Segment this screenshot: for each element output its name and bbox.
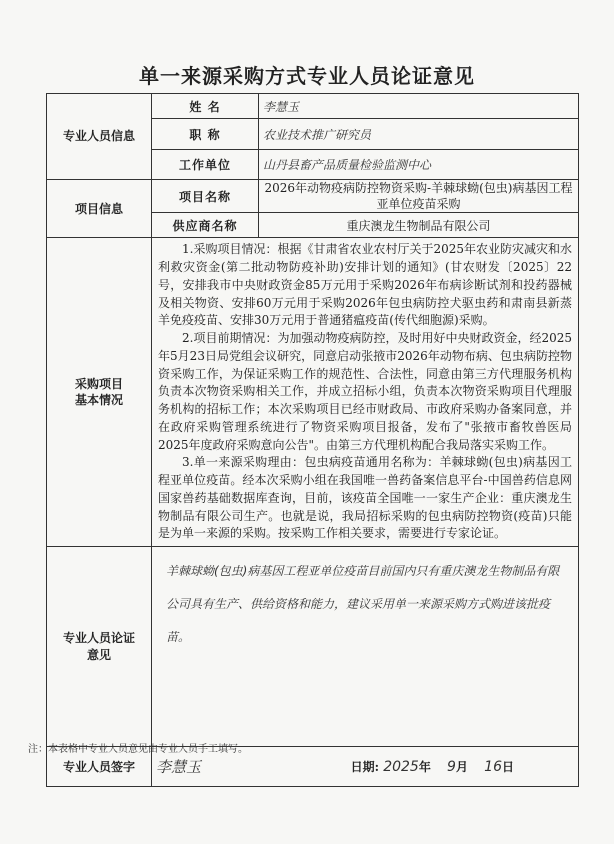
opinion-handwritten-text: 羊棘球蚴(包虫)病基因工程亚单位疫苗目前国内只有重庆澳龙生物制品有限公司具有生产、供给资格和能力，建议采用单一来源采购方式购进该批疫苗。 (152, 547, 579, 747)
signature: 李慧玉 (156, 758, 202, 777)
date-year: 2025 (383, 759, 419, 776)
name-value: 李慧玉 (259, 94, 579, 119)
opinion-form-table (46, 93, 579, 787)
date-label: 日期: (350, 760, 379, 775)
date (351, 758, 514, 775)
basic-paragraph-3: 3.单一来源采购理由：包虫病疫苗通用名称为：羊棘球蚴(包虫)病基因工程亚单位疫苗。经本次采购小组在我国唯一兽药备案信息平台-中国兽药信息网国家兽药基础数据库查询，目前，该疫苗全国唯一一家生产企业：重庆澳龙生物制品有限公司生产。也就是说，我局招标采购的包虫病防控物资(疫苗)只能是为单一来源的采购。按采购工作相关要求，需要进行专家论证。 (158, 455, 572, 541)
work-unit-label: 工作单位 (152, 150, 259, 180)
basic-info-label-line2: 基本情况 (74, 393, 123, 408)
basic-paragraph-1: 1.采购项目情况：根据《甘肃省农业农村厅关于2025年农业防灾减灾和水利救灾资金(第二批动物防疫补助)安排计划的通知》(甘农财发〔2025〕22号，安排我市中央财政资金85万元用于采购2026年布病诊断试剂和投药器械及相关物资、安排60万元用于采购2026年包虫病防控犬驱虫药和肃南县新蒸羊免疫疫苗、安排30万元用于普通猪瘟疫苗(传代细胞源)采购。 (158, 242, 572, 328)
footnote: 注：本表格中专业人员意见由专业人员手工填写。 (28, 744, 248, 755)
basic-info-label-line1: 采购项目 (74, 377, 123, 392)
date-month: 9 (447, 759, 456, 776)
position-value: 农业技术推广研究员 (259, 119, 579, 150)
basic-paragraph-2: 2.项目前期情况：为加强动物疫病防控，及时用好中央财政资金，经2025年5月23日局党组会议研究，同意启动张掖市2026年动物布病、包虫病防控物资采购工作，为保证采购工作的规范性、合法性，同意由第三方代理服务机构负责本次物资采购相关工作，并成立招标小组，负责本次物资采购项目代理服务机构的招标工作；本次采购项目已经市财政局、市政府采购办备案同意，并在政府采购管理系统进行了物资采购项目报备，发布了"张掖市畜牧兽医局2025年度政府采购意向公告"。由第三方代理机构配合我局落实采购工作。 (158, 331, 572, 452)
basic-info-content (152, 238, 579, 547)
project-name-label: 项目名称 (152, 180, 259, 213)
date-month-unit: 月 (455, 760, 468, 775)
opinion-label-line1: 专业人员论证 (62, 631, 135, 646)
opinion-label (47, 547, 152, 747)
date-year-unit: 年 (418, 760, 431, 775)
document-title: 单一来源采购方式专业人员论证意见 (139, 64, 475, 88)
expert-info-label: 专业人员信息 (47, 94, 152, 180)
project-info-label: 项目信息 (47, 180, 152, 238)
project-name-value: 2026年动物疫病防控物资采购-羊棘球蚴(包虫)病基因工程亚单位疫苗采购 (259, 180, 579, 213)
signature-label: 专业人员签字 (47, 747, 152, 787)
work-unit-value: 山丹县畜产品质量检验监测中心 (259, 150, 579, 180)
position-label: 职 称 (152, 119, 259, 150)
opinion-label-line2: 意见 (86, 647, 111, 662)
basic-info-label (47, 238, 152, 547)
name-label: 姓 名 (152, 94, 259, 119)
supplier-label: 供应商名称 (152, 213, 259, 238)
supplier-value: 重庆澳龙生物制品有限公司 (259, 213, 579, 238)
date-day: 16 (484, 759, 502, 776)
date-day-unit: 日 (501, 760, 514, 775)
